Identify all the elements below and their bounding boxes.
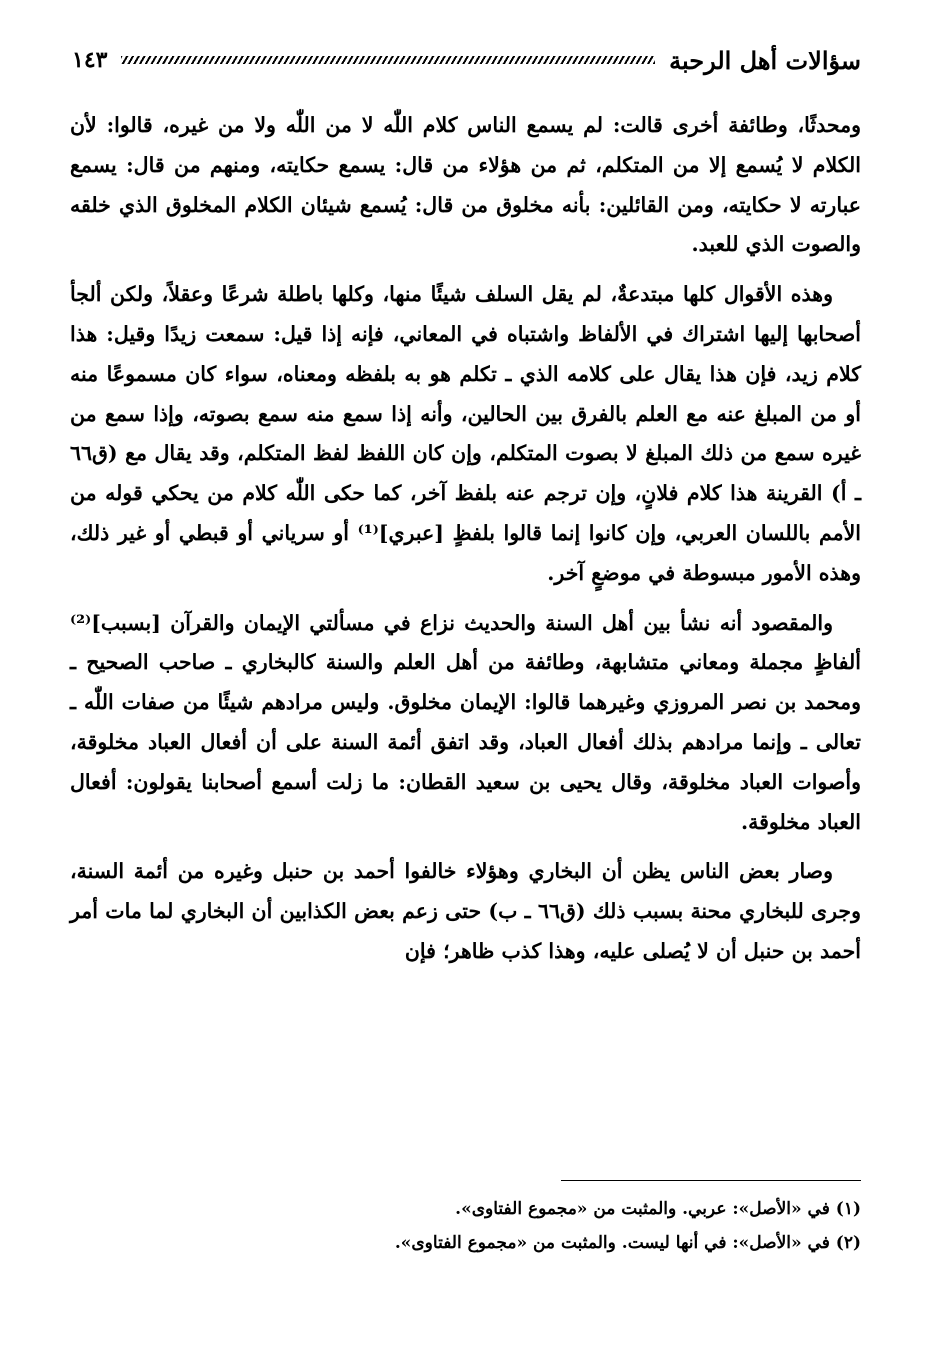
paragraph-2: وهذه الأقوال كلها مبتدعةٌ، لم يقل السلف شيئًا منها، وكلها باطلة شرعًا وعقلاً، ولكن ألجأ أصحابها إليها اشتراك في الألفاظ واشتباه في المعاني، فإنه إذا قيل: سمعت زيدًا وقيل: هذا كلام زيد، فإن هذا يقال على كلامه الذي ـ تكلم هو به بلفظه ومعناه، سواء كان مسموعًا منه أو من المبلغ عنه مع العلم بالفرق بين الحالين، وأنه إذا سمع منه سمع بصوته، وإذا سمع من غيره سمع من ذلك المبلغ لا بصوت المتكلم، وإن كان اللفظ لفظ المتكلم، وقد يقال مع (ق٦٦ ـ أ) القرينة هذا كلام فلانٍ، وإن ترجم عنه بلفظ آخر، كما حكى اللّٰه كلام من يحكي قوله من الأمم باللسان العربي، وإن كانوا إنما قالوا بلفظٍ [عبري]⁽¹⁾ أو سرياني أو قبطي أو غير ذلك، وهذه الأمور مبسوطة في موضعٍ آخر. xyxy=(70,282,861,585)
footnote-2: (٢) في «الأصل»: في أنها ليست. والمثبت من «مجموع الفتاوى». xyxy=(394,1233,861,1253)
page-number: ١٤٣ xyxy=(72,47,108,73)
paragraph-4: وصار بعض الناس يظن أن البخاري وهؤلاء خالفوا أحمد بن حنبل وغيره من أئمة السنة، وجرى للبخاري محنة بسبب ذلك (ق٦٦ ـ ب) حتى زعم بعض الكذابين أن البخاري لما مات أمر أحمد بن حنبل أن لا يُصلى عليه، وهذا كذب ظاهر؛ فإن xyxy=(70,859,861,963)
running-header xyxy=(72,40,861,80)
book-title: سؤالات أهل الرحبة xyxy=(669,45,861,75)
footnote-separator xyxy=(561,1180,861,1181)
footnote-1: (١) في «الأصل»: عربي. والمثبت من «مجموع الفتاوى». xyxy=(455,1199,861,1219)
paragraph-1: ومحدثًا، وطائفة أخرى قالت: لم يسمع الناس كلام اللّٰه لا من اللّٰه ولا من غيره، قالوا: لأن الكلام لا يُسمع إلا من المتكلم، ثم من هؤلاء من قال: يسمع حكايته، ومنهم من قال: يسمع عبارته لا حكايته، ومن القائلين: بأنه مخلوق من قال: يُسمع شيئان الكلام المخلوق الذي خلقه والصوت الذي للعبد. xyxy=(70,113,861,257)
paragraph-3: والمقصود أنه نشأ بين أهل السنة والحديث نزاع في مسألتي الإيمان والقرآن [بسبب]⁽²⁾ ألفاظٍ مجملة ومعاني متشابهة، وطائفة من أهل العلم والسنة كالبخاري ـ صاحب الصحيح ـ ومحمد بن نصر المروزي وغيرهما قالوا: الإيمان مخلوق. وليس مرادهم شيئًا من صفات اللّٰه ـ تعالى ـ وإنما مرادهم بذلك أفعال العباد، وقد اتفق أئمة السنة على أن أفعال العباد مخلوقة، وأصوات العباد مخلوقة، وقال يحيى بن سعيد القطان: ما زلت أسمع أصحابنا يقولون: أفعال العباد مخلوقة. xyxy=(70,610,861,834)
main-text xyxy=(70,106,861,982)
footnotes xyxy=(70,1192,861,1260)
header-hatched-rule xyxy=(121,56,655,64)
